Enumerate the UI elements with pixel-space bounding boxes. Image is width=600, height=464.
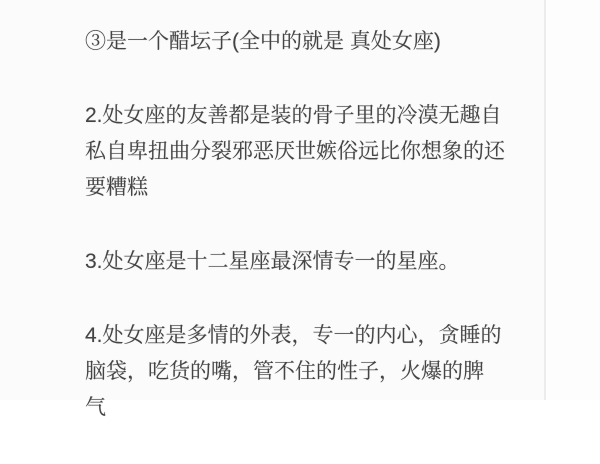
- text-line: ③是一个醋坛子(全中的就是 真处女座): [85, 30, 441, 53]
- paragraph-item-4-appearance: [85, 318, 555, 426]
- text-line-clipped: 气: [85, 396, 106, 419]
- text-line: 3.处女座是十二星座最深情专一的星座。: [85, 250, 460, 273]
- paragraph-item-3-devoted: [85, 244, 555, 280]
- text-line: 4.处女座是多情的外表，专一的内心，贪睡的: [85, 324, 502, 347]
- article-text: [85, 24, 555, 464]
- paragraph-item-2-friendliness: [85, 98, 555, 206]
- text-line: 私自卑扭曲分裂邪恶厌世嫉俗远比你想象的还: [85, 140, 505, 163]
- text-line: 要糟糕: [85, 176, 148, 199]
- text-line: 2.处女座的友善都是装的骨子里的冷漠无趣自: [85, 104, 502, 127]
- text-line: 脑袋，吃货的嘴，管不住的性子，火爆的脾: [85, 360, 484, 383]
- paragraph-item-3-vinegar: [85, 24, 555, 60]
